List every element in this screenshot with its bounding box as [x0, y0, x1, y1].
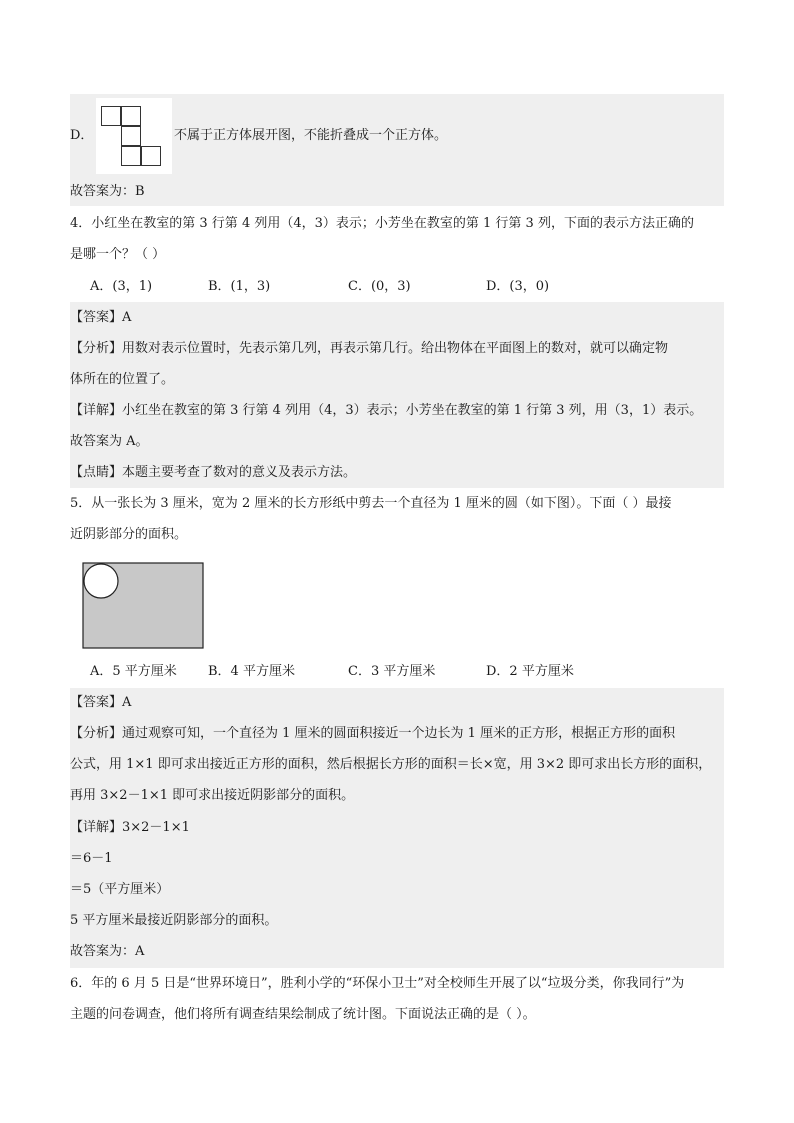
q4-comment: 【点睛】本题主要考查了数对的意义及表示方法。: [70, 465, 357, 480]
q5-detail-line3: ＝5（平方厘米）: [70, 882, 170, 897]
q4-solution-block: [70, 302, 724, 488]
q3-option-d-letter: D．: [70, 128, 94, 143]
net-square-1: [101, 106, 121, 126]
q4-detail-line2: 故答案为 A。: [70, 434, 149, 449]
q5-option-b: B．4 平方厘米: [208, 664, 295, 679]
q6-stem-line1: 6．年的 6 月 5 日是“世界环境日”，胜利小学的“环保小卫士”对全校师生开展了以“垃圾分类，你我同行”为: [70, 976, 685, 991]
q4-option-b: B．(1，3): [208, 279, 271, 294]
net-square-3: [121, 126, 141, 146]
q5-answer: 【答案】A: [70, 695, 132, 710]
q5-detail-line4: 5 平方厘米最接近阴影部分的面积。: [70, 913, 278, 928]
q5-analysis-line1: 【分析】通过观察可知，一个直径为 1 厘米的圆面积接近一个边长为 1 厘米的正方形，根据正方形的面积: [70, 726, 676, 741]
q5-stem-line2: 近阴影部分的面积。: [70, 527, 188, 542]
q4-analysis-line2: 体所在的位置了。: [70, 372, 175, 387]
q5-analysis-line3: 再用 3×2－1×1 即可求出接近阴影部分的面积。: [70, 788, 355, 803]
net-square-5: [141, 146, 161, 166]
q5-analysis-line2: 公式，用 1×1 即可求出接近正方形的面积，然后根据长方形的面积＝长×宽，用 3×2 即可求出长方形的面积，: [70, 757, 712, 772]
q4-stem-line1: 4．小红坐在教室的第 3 行第 4 列用（4，3）表示；小芳坐在教室的第 1 行第 3 列，下面的表示方法正确的: [70, 216, 694, 231]
q4-analysis-line1: 【分析】用数对表示位置时，先表示第几列，再表示第几行。给出物体在平面图上的数对，就可以确定物: [70, 341, 669, 356]
q4-answer: 【答案】A: [70, 310, 132, 325]
net-square-2: [121, 106, 141, 126]
q5-stem-line1: 5．从一张长为 3 厘米，宽为 2 厘米的长方形纸中剪去一个直径为 1 厘米的圆（如下图）。下面（ ）最接: [70, 496, 672, 511]
net-square-4: [121, 146, 141, 166]
q5-option-c: C．3 平方厘米: [348, 664, 436, 679]
q4-stem-line2: 是哪一个？（ ）: [70, 247, 166, 262]
q4-option-c: C．(0，3): [348, 279, 411, 294]
q4-option-d: D．(3，0): [486, 279, 550, 294]
q4-option-a: A．(3，1): [90, 279, 153, 294]
q3-option-d-text: 不属于正方体展开图，不能折叠成一个正方体。: [174, 128, 448, 143]
q4-detail-line1: 【详解】小红坐在教室的第 3 行第 4 列用（4，3）表示；小芳坐在教室的第 1 行第 3 列，用（3，1）表示。: [70, 403, 703, 418]
q5-option-d: D．2 平方厘米: [486, 664, 574, 679]
cut-out-circle: [84, 564, 118, 598]
rectangle-with-circle-figure: [82, 562, 206, 650]
q5-option-a: A．5 平方厘米: [90, 664, 177, 679]
q5-detail-line5: 故答案为：A: [70, 944, 145, 959]
q3-answer-line: 故答案为：B: [70, 184, 145, 199]
q5-detail-line2: ＝6－1: [70, 851, 113, 866]
cube-net-figure: [96, 98, 172, 174]
q5-detail-line1: 【详解】3×2－1×1: [70, 820, 190, 835]
q6-stem-line2: 主题的问卷调查，他们将所有调查结果绘制成了统计图。下面说法正确的是（ ）。: [70, 1007, 536, 1022]
